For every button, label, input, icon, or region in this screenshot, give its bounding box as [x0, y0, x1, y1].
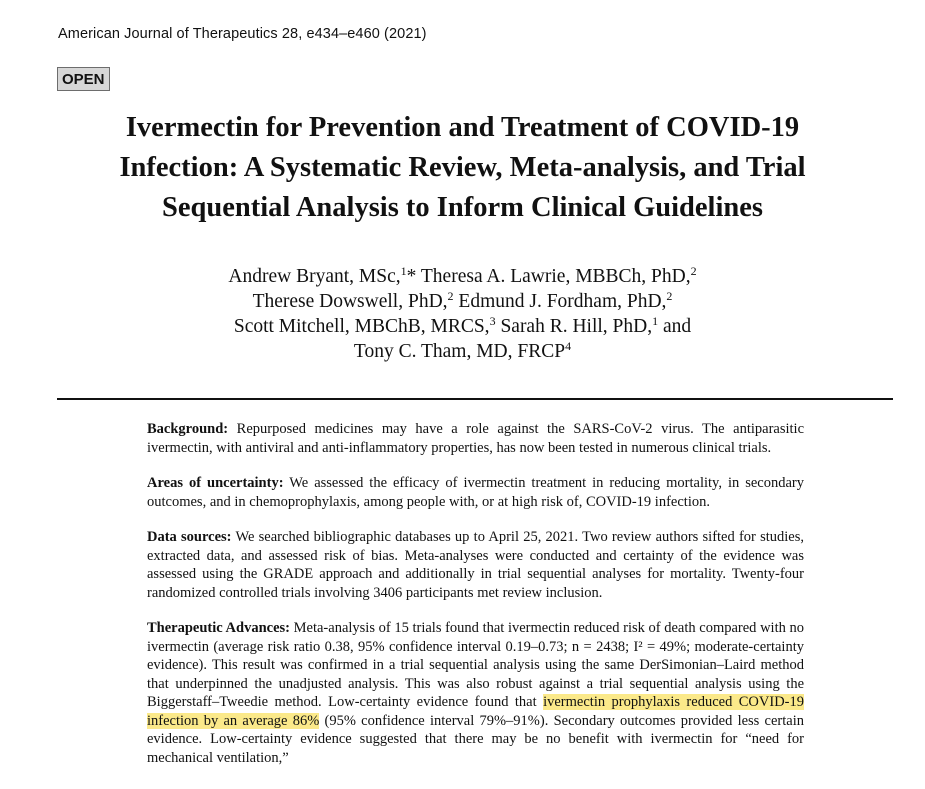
author-line: [100, 314, 825, 339]
abstract-uncertainty: [147, 474, 804, 511]
journal-citation: American Journal of Therapeutics 28, e434–e460 (2021): [58, 26, 427, 42]
section-text: We searched bibliographic databases up to April 25, 2021. Two review authors sifted for studies, extracted data, and assessed risk of bias. Meta-analyses were conducted and certainty of the evidence was assessed using the GRADE approach and additionally in trial sequential analyses for mortality. Twenty-four randomized controlled trials involving 3406 participants met review inclusion.: [147, 529, 804, 601]
author-conjunction: and: [658, 316, 692, 337]
author-name: Edmund J. Fordham, PhD,: [458, 291, 667, 312]
affiliation-mark: 4: [565, 339, 572, 353]
author-name: Therese Dowswell, PhD,: [252, 291, 448, 312]
affiliation-mark: 2: [447, 289, 454, 303]
title-line: Infection: A Systematic Review, Meta-analysis, and Trial: [119, 152, 806, 183]
author-name: Andrew Bryant, MSc,: [228, 266, 401, 287]
section-divider: [57, 398, 893, 400]
author-name: Sarah R. Hill, PhD,: [500, 316, 653, 337]
abstract-background: [147, 420, 804, 457]
article-title: [40, 108, 885, 228]
section-label: Background:: [147, 421, 229, 437]
affiliation-mark: 2: [690, 264, 697, 278]
author-list: [100, 264, 825, 364]
section-label: Data sources:: [147, 529, 232, 545]
affiliation-mark: 3: [489, 314, 496, 328]
section-label: Therapeutic Advances:: [147, 620, 290, 636]
section-text: (95% confidence interval 79%–91%). Secondary outcomes provided less certain evidence. Low-certainty evidence suggested that there may be no benefit with ivermectin for “need for mechanical ventilation,”: [147, 712, 804, 766]
title-line: Sequential Analysis to Inform Clinical Guidelines: [162, 192, 763, 223]
title-line: Ivermectin for Prevention and Treatment of COVID-19: [125, 112, 800, 143]
abstract-therapeutic-advances: [147, 619, 804, 767]
abstract: [147, 420, 804, 784]
section-text: Meta-analysis of 15 trials found that ivermectin reduced risk of death compared with no ivermectin (average risk ratio 0.38, 95% confidence interval 0.19–0.73; n = 2438; I² = 49%; moderate-certainty evidence). This result was confirmed in a trial sequential analysis using the same DerSimonian–Laird method that underpinned the unadjusted analysis. This was also robust against a trial sequential analysis using the Biggerstaff–Tweedie method. Low-certainty evidence found that: [147, 620, 804, 710]
author-name: Theresa A. Lawrie, MBBCh, PhD,: [420, 266, 691, 287]
affiliation-mark: 1: [400, 264, 407, 278]
affiliation-mark: 2: [666, 289, 673, 303]
section-label: Areas of uncertainty:: [147, 475, 284, 491]
highlighted-text: ivermectin prophylaxis reduced COVID-19 infection by an average 86%: [147, 694, 804, 729]
author-line: [100, 264, 825, 289]
author-line: [100, 289, 825, 314]
open-access-badge: OPEN: [57, 67, 110, 91]
author-name: Tony C. Tham, MD, FRCP: [353, 341, 566, 362]
affiliation-mark: 1: [652, 314, 659, 328]
section-text: Repurposed medicines may have a role against the SARS-CoV-2 virus. The antiparasitic ivermectin, with antiviral and anti-inflammatory properties, has now been tested in numerous clinical trials.: [147, 421, 804, 456]
author-line: [100, 339, 825, 364]
abstract-data-sources: [147, 528, 804, 602]
section-text: We assessed the efficacy of ivermectin treatment in reducing mortality, in secondary outcomes, and in chemoprophylaxis, among people with, or at high risk of, COVID-19 infection.: [147, 475, 804, 510]
author-name: Scott Mitchell, MBChB, MRCS,: [233, 316, 490, 337]
corresponding-mark: *: [406, 266, 417, 287]
